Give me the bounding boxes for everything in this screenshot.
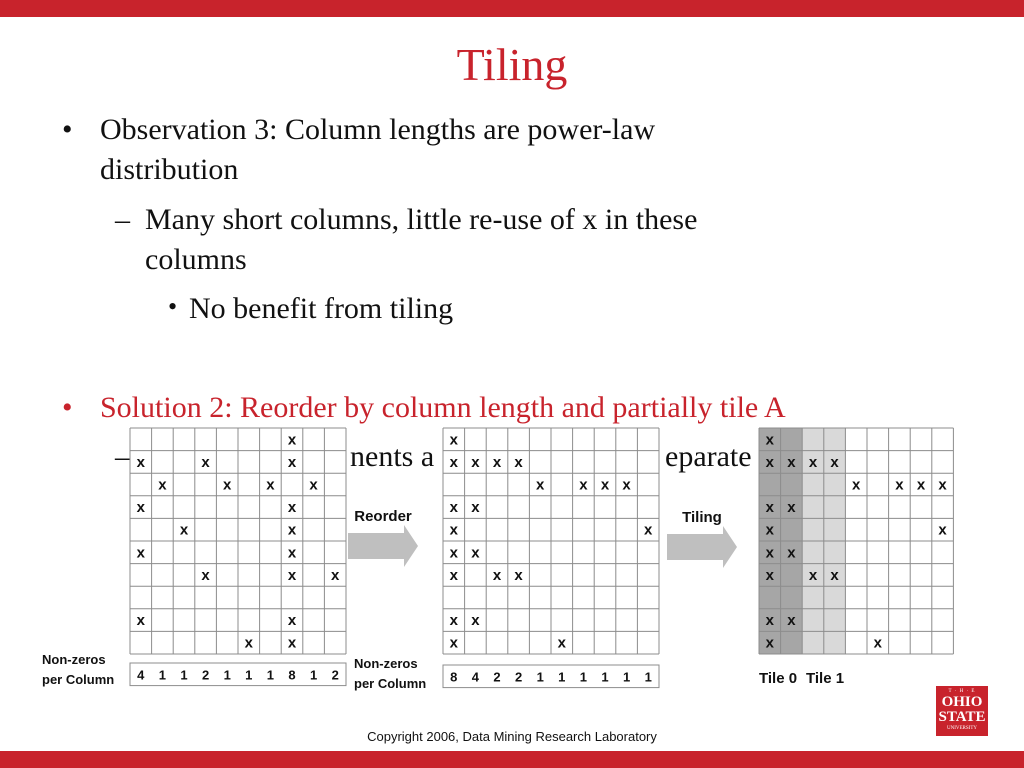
sub2-fragment-a: nents a <box>350 440 435 473</box>
matrix1-nonzero-mark: x <box>136 499 145 517</box>
matrix3-nonzero-mark: x <box>938 521 947 539</box>
matrix3-nonzero-mark: x <box>895 476 904 494</box>
matrix1-count-value: 8 <box>288 667 296 683</box>
matrix2-nonzero-mark: x <box>449 566 458 584</box>
matrix3-nonzero-mark: x <box>787 544 796 562</box>
matrix1-count-value: 2 <box>201 667 210 683</box>
matrix1-count-value: 1 <box>180 667 188 683</box>
matrix2-nonzero-mark: x <box>471 453 480 471</box>
matrix2-count-value: 1 <box>536 669 544 685</box>
matrix3-nonzero-mark: x <box>938 476 947 494</box>
matrix1-nonzero-mark: x <box>136 544 145 562</box>
sub2-fragment-b: eparate <box>665 440 752 473</box>
matrix2-nonzero-mark: x <box>644 521 653 539</box>
sub1-line1: Many short columns, little re-use of x in these <box>145 203 698 236</box>
matrix3-nonzero-mark: x <box>765 612 774 630</box>
matrix3-nonzero-mark: x <box>852 476 861 494</box>
matrix3-nonzero-mark: x <box>765 566 774 584</box>
matrix1-count-value: 1 <box>223 667 231 683</box>
matrix2-nonzero-mark: x <box>449 612 458 630</box>
logo-ohio: OHIO <box>941 694 983 710</box>
ohio-state-logo <box>936 686 988 736</box>
matrix1-nonzero-mark: x <box>287 499 297 517</box>
matrix3-nonzero-mark: x <box>765 499 774 517</box>
matrix2-count-value: 1 <box>601 669 609 685</box>
logo-university: UNIVERSITY <box>947 726 977 731</box>
matrix2-nonzero-mark: x <box>449 453 458 471</box>
matrix1-nonzero-mark: x <box>287 453 297 471</box>
matrix2-nonzero-mark: x <box>492 566 502 584</box>
bullet1-line2: distribution <box>100 153 239 186</box>
matrix2-count-value: 1 <box>579 669 588 685</box>
matrix2-nonzero-mark: x <box>449 521 458 539</box>
bullet2-marker: • <box>62 391 73 424</box>
matrix1-nonzero-mark: x <box>158 476 167 494</box>
matrix1-nonzero-mark: x <box>309 476 318 494</box>
matrix2-nonzero-mark: x <box>449 431 458 449</box>
matrix2-nonzero-mark: x <box>557 634 566 652</box>
matrix1-nonzero-mark: x <box>179 521 189 539</box>
matrix1-nonzero-mark: x <box>136 453 145 471</box>
bullet1-line1: Observation 3: Column lengths are power-law <box>100 113 656 146</box>
sub-dash: – <box>115 203 130 236</box>
matrix2-count-value: 4 <box>471 669 480 685</box>
matrix1-count-value: 4 <box>137 667 145 683</box>
matrix3-nonzero-mark: x <box>787 612 796 630</box>
matrix3-nonzero-mark: x <box>765 544 774 562</box>
sub1-line2: columns <box>145 243 247 276</box>
matrix2-counts-label: per Column <box>354 676 427 691</box>
subsub1-text: No benefit from tiling <box>189 292 454 325</box>
matrix3-nonzero-mark: x <box>830 566 839 584</box>
matrix2-nonzero-mark: x <box>492 453 502 471</box>
matrix1-nonzero-mark: x <box>201 453 210 471</box>
matrix3-nonzero-mark: x <box>830 453 839 471</box>
matrix3-nonzero-mark: x <box>765 634 774 652</box>
matrix3-nonzero-mark: x <box>787 499 796 517</box>
matrix2-nonzero-mark: x <box>449 634 458 652</box>
matrix2-counts-label: Non-zeros <box>354 656 418 671</box>
matrix2-count-value: 1 <box>622 669 631 685</box>
tiling-label: Tiling <box>682 509 722 526</box>
matrix2-nonzero-mark: x <box>600 476 610 494</box>
matrix3-nonzero-mark: x <box>765 431 774 449</box>
matrix1-nonzero-mark: x <box>287 544 297 562</box>
reorder-arrow <box>348 525 418 567</box>
matrix1-nonzero-mark: x <box>287 634 297 652</box>
matrix3-nonzero-mark: x <box>765 521 774 539</box>
matrix3-nonzero-mark: x <box>765 453 774 471</box>
matrix2-count-value: 2 <box>493 669 501 685</box>
matrix2-count-value: 2 <box>514 669 523 685</box>
matrix2-nonzero-mark: x <box>536 476 545 494</box>
matrix3-nonzero-mark: x <box>787 453 796 471</box>
matrix1-nonzero-mark: x <box>201 566 210 584</box>
matrix2-nonzero-mark: x <box>449 544 458 562</box>
tiling-arrow <box>667 526 737 568</box>
matrix1-count-value: 1 <box>309 667 318 683</box>
tile1-label: Tile 1 <box>806 670 845 687</box>
matrix3-nonzero-mark: x <box>808 453 818 471</box>
matrix1-count-value: 1 <box>266 667 275 683</box>
matrix1-counts-label: per Column <box>42 672 115 687</box>
matrix1-nonzero-mark: x <box>244 634 253 652</box>
matrix1-nonzero-mark: x <box>287 612 297 630</box>
matrix2-nonzero-mark: x <box>449 499 458 517</box>
bullet-marker: • <box>62 113 73 146</box>
matrix1-nonzero-mark: x <box>266 476 275 494</box>
matrix1-nonzero-mark: x <box>287 566 297 584</box>
logo-the: T · H · E <box>948 689 976 694</box>
matrix3-nonzero-mark: x <box>873 634 882 652</box>
matrix3-nonzero-mark: x <box>808 566 818 584</box>
matrix2-nonzero-mark: x <box>471 499 480 517</box>
matrix2-nonzero-mark: x <box>622 476 631 494</box>
slide-title: Tiling <box>456 39 568 90</box>
matrix1-nonzero-mark: x <box>287 431 297 449</box>
footer-copyright: Copyright 2006, Data Mining Research Laboratory <box>367 729 657 744</box>
matrix2-count-value: 1 <box>644 669 652 685</box>
bullet2-text: Solution 2: Reorder by column length and partially tile A <box>100 391 786 424</box>
matrix3-nonzero-mark: x <box>916 476 926 494</box>
matrix1-count-value: 1 <box>245 667 253 683</box>
matrix2-nonzero-mark: x <box>514 453 523 471</box>
tile0-label: Tile 0 <box>759 670 798 687</box>
sub2-dash: – <box>115 440 130 473</box>
matrix2-nonzero-mark: x <box>514 566 523 584</box>
matrix2-count-value: 1 <box>558 669 566 685</box>
matrix1-nonzero-mark: x <box>136 612 145 630</box>
reorder-label: Reorder <box>354 508 412 525</box>
sub-sub-bullet-marker: • <box>168 292 178 321</box>
matrix2-nonzero-mark: x <box>579 476 588 494</box>
matrix2-count-value: 8 <box>450 669 458 685</box>
matrix1-nonzero-mark: x <box>223 476 232 494</box>
matrix1-nonzero-mark: x <box>331 566 340 584</box>
matrix1-count-value: 1 <box>158 667 167 683</box>
matrix1-counts-label: Non-zeros <box>42 652 106 667</box>
matrix1-nonzero-mark: x <box>287 521 297 539</box>
matrix1-count-value: 2 <box>331 667 339 683</box>
matrix2-nonzero-mark: x <box>471 544 480 562</box>
bottom-accent-bar <box>0 751 1024 768</box>
matrix2-nonzero-mark: x <box>471 612 480 630</box>
logo-state: STATE <box>938 709 986 725</box>
